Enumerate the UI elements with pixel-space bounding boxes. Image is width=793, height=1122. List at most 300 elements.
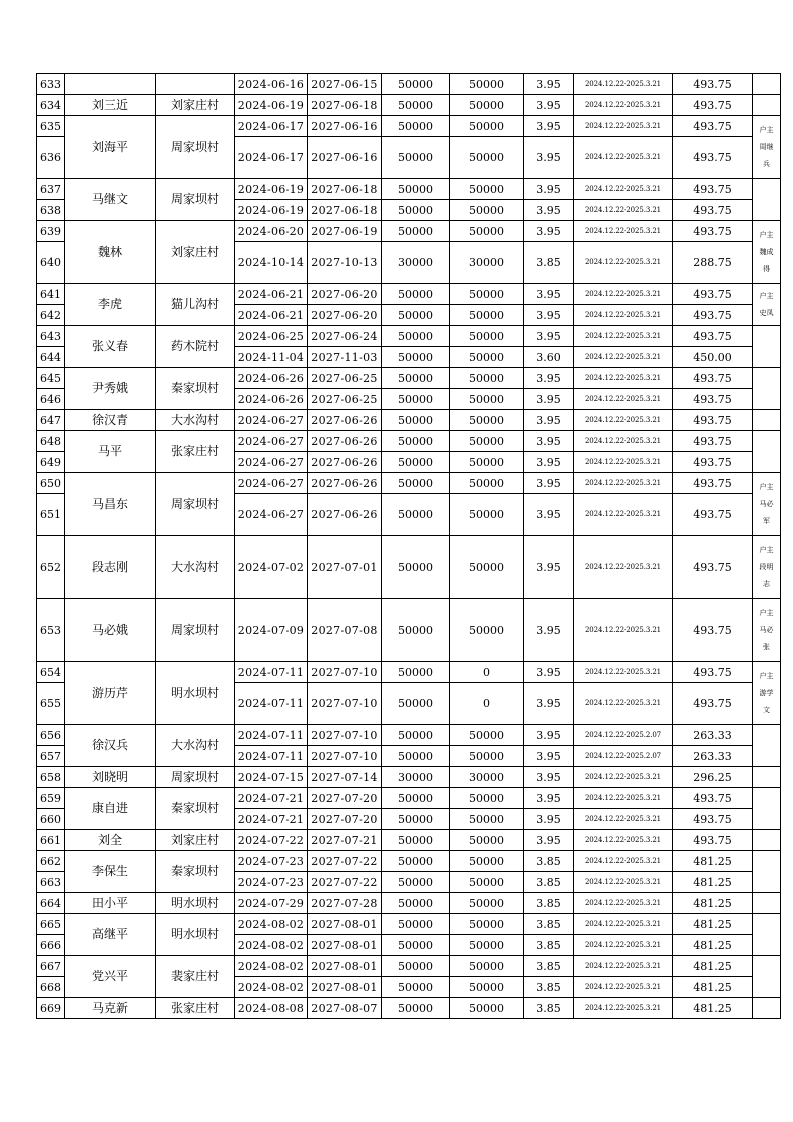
table-row xyxy=(37,74,781,95)
loan-balance: 50000 xyxy=(450,893,524,914)
remark-line: 游学 xyxy=(759,688,774,697)
remark-line: 户主 xyxy=(759,545,774,554)
loan-amount: 50000 xyxy=(382,977,450,998)
loan-amount: 50000 xyxy=(382,137,450,179)
interest-rate: 3.95 xyxy=(524,116,574,137)
loan-balance: 50000 xyxy=(450,410,524,431)
borrower-name: 张义春 xyxy=(65,326,156,368)
interest-amount: 493.75 xyxy=(673,431,753,452)
village-name: 裴家庄村 xyxy=(156,956,235,998)
table-row xyxy=(37,410,781,431)
interest-rate: 3.95 xyxy=(524,74,574,95)
interest-amount: 493.75 xyxy=(673,221,753,242)
borrower-name: 刘晓明 xyxy=(65,767,156,788)
remark-cell xyxy=(753,788,781,830)
interest-period: 2024.12.22-2025.3.21 xyxy=(574,221,673,242)
loan-amount: 50000 xyxy=(382,347,450,368)
borrower-name: 刘海平 xyxy=(65,116,156,179)
remark-cell xyxy=(753,74,781,95)
loan-start-date: 2024-07-11 xyxy=(235,662,308,683)
borrower-name: 刘全 xyxy=(65,830,156,851)
remark-line: 户主 xyxy=(759,230,774,239)
village-name xyxy=(156,74,235,95)
village-name: 周家坝村 xyxy=(156,599,235,662)
row-number: 669 xyxy=(37,998,65,1019)
loan-start-date: 2024-07-15 xyxy=(235,767,308,788)
loan-amount: 50000 xyxy=(382,851,450,872)
interest-rate: 3.85 xyxy=(524,935,574,956)
interest-period: 2024.12.22-2025.2.07 xyxy=(574,746,673,767)
row-number: 653 xyxy=(37,599,65,662)
loan-end-date: 2027-10-13 xyxy=(308,242,382,284)
loan-amount: 50000 xyxy=(382,389,450,410)
interest-amount: 493.75 xyxy=(673,179,753,200)
loan-start-date: 2024-06-27 xyxy=(235,410,308,431)
row-number: 651 xyxy=(37,494,65,536)
interest-amount: 493.75 xyxy=(673,494,753,536)
loan-amount: 50000 xyxy=(382,956,450,977)
interest-amount: 263.33 xyxy=(673,746,753,767)
row-number: 635 xyxy=(37,116,65,137)
interest-rate: 3.85 xyxy=(524,851,574,872)
loan-start-date: 2024-06-19 xyxy=(235,179,308,200)
interest-amount: 493.75 xyxy=(673,536,753,599)
loan-start-date: 2024-06-21 xyxy=(235,284,308,305)
borrower-name: 尹秀娥 xyxy=(65,368,156,410)
loan-amount: 50000 xyxy=(382,431,450,452)
loan-balance: 50000 xyxy=(450,956,524,977)
loan-amount: 50000 xyxy=(382,200,450,221)
borrower-name: 田小平 xyxy=(65,893,156,914)
loan-end-date: 2027-06-20 xyxy=(308,284,382,305)
remark-cell xyxy=(753,998,781,1019)
loan-amount: 30000 xyxy=(382,242,450,284)
loan-amount: 50000 xyxy=(382,746,450,767)
loan-start-date: 2024-06-19 xyxy=(235,200,308,221)
table-row xyxy=(37,284,781,305)
row-number: 640 xyxy=(37,242,65,284)
remark-cell xyxy=(753,914,781,956)
table-row xyxy=(37,914,781,935)
interest-rate: 3.95 xyxy=(524,662,574,683)
loan-balance: 30000 xyxy=(450,242,524,284)
remark-cell xyxy=(753,893,781,914)
loan-end-date: 2027-06-26 xyxy=(308,473,382,494)
interest-rate: 3.95 xyxy=(524,809,574,830)
interest-amount: 296.25 xyxy=(673,767,753,788)
interest-period: 2024.12.22-2025.2.07 xyxy=(574,725,673,746)
remark-cell xyxy=(753,473,781,536)
interest-amount: 493.75 xyxy=(673,662,753,683)
village-name: 明水坝村 xyxy=(156,662,235,725)
interest-amount: 493.75 xyxy=(673,305,753,326)
interest-period: 2024.12.22-2025.3.21 xyxy=(574,326,673,347)
interest-rate: 3.95 xyxy=(524,683,574,725)
row-number: 638 xyxy=(37,200,65,221)
loan-end-date: 2027-06-18 xyxy=(308,95,382,116)
interest-period: 2024.12.22-2025.3.21 xyxy=(574,410,673,431)
loan-table-body xyxy=(37,74,781,1019)
loan-start-date: 2024-06-26 xyxy=(235,389,308,410)
loan-balance: 50000 xyxy=(450,998,524,1019)
loan-balance: 50000 xyxy=(450,788,524,809)
interest-rate: 3.95 xyxy=(524,179,574,200)
loan-start-date: 2024-08-02 xyxy=(235,977,308,998)
row-number: 666 xyxy=(37,935,65,956)
loan-amount: 50000 xyxy=(382,662,450,683)
loan-end-date: 2027-07-10 xyxy=(308,725,382,746)
loan-start-date: 2024-07-29 xyxy=(235,893,308,914)
loan-amount: 50000 xyxy=(382,809,450,830)
loan-start-date: 2024-06-16 xyxy=(235,74,308,95)
interest-period: 2024.12.22-2025.3.21 xyxy=(574,347,673,368)
interest-rate: 3.85 xyxy=(524,242,574,284)
row-number: 647 xyxy=(37,410,65,431)
loan-end-date: 2027-06-15 xyxy=(308,74,382,95)
table-row xyxy=(37,179,781,200)
village-name: 周家坝村 xyxy=(156,116,235,179)
loan-start-date: 2024-06-21 xyxy=(235,305,308,326)
interest-period: 2024.12.22-2025.3.21 xyxy=(574,452,673,473)
loan-start-date: 2024-06-17 xyxy=(235,137,308,179)
table-row xyxy=(37,830,781,851)
loan-end-date: 2027-07-14 xyxy=(308,767,382,788)
loan-end-date: 2027-07-10 xyxy=(308,683,382,725)
loan-end-date: 2027-06-24 xyxy=(308,326,382,347)
interest-amount: 481.25 xyxy=(673,998,753,1019)
row-number: 639 xyxy=(37,221,65,242)
loan-end-date: 2027-06-26 xyxy=(308,410,382,431)
loan-balance: 50000 xyxy=(450,284,524,305)
village-name: 猫儿沟村 xyxy=(156,284,235,326)
loan-amount: 50000 xyxy=(382,830,450,851)
loan-balance: 50000 xyxy=(450,914,524,935)
loan-balance: 50000 xyxy=(450,326,524,347)
remark-cell xyxy=(753,326,781,368)
loan-start-date: 2024-06-26 xyxy=(235,368,308,389)
loan-end-date: 2027-08-01 xyxy=(308,956,382,977)
interest-rate: 3.95 xyxy=(524,389,574,410)
loan-start-date: 2024-11-04 xyxy=(235,347,308,368)
loan-end-date: 2027-08-07 xyxy=(308,998,382,1019)
remark-cell xyxy=(753,221,781,284)
loan-amount: 50000 xyxy=(382,788,450,809)
loan-start-date: 2024-07-21 xyxy=(235,788,308,809)
interest-period: 2024.12.22-2025.3.21 xyxy=(574,284,673,305)
loan-balance: 50000 xyxy=(450,536,524,599)
row-number: 661 xyxy=(37,830,65,851)
remark-cell xyxy=(753,95,781,116)
borrower-name: 高继平 xyxy=(65,914,156,956)
loan-start-date: 2024-07-11 xyxy=(235,746,308,767)
loan-end-date: 2027-07-10 xyxy=(308,662,382,683)
interest-rate: 3.95 xyxy=(524,326,574,347)
loan-amount: 50000 xyxy=(382,599,450,662)
loan-start-date: 2024-10-14 xyxy=(235,242,308,284)
loan-end-date: 2027-08-01 xyxy=(308,977,382,998)
remark-cell xyxy=(753,830,781,851)
loan-balance: 50000 xyxy=(450,200,524,221)
village-name: 大水沟村 xyxy=(156,410,235,431)
interest-amount: 481.25 xyxy=(673,914,753,935)
interest-amount: 493.75 xyxy=(673,473,753,494)
loan-balance: 50000 xyxy=(450,746,524,767)
borrower-name: 马克新 xyxy=(65,998,156,1019)
interest-rate: 3.95 xyxy=(524,200,574,221)
row-number: 668 xyxy=(37,977,65,998)
remark-line: 段明 xyxy=(759,562,774,571)
interest-period: 2024.12.22-2025.3.21 xyxy=(574,536,673,599)
row-number: 652 xyxy=(37,536,65,599)
borrower-name: 游历芹 xyxy=(65,662,156,725)
loan-balance: 50000 xyxy=(450,137,524,179)
remark-line: 得 xyxy=(763,264,770,273)
loan-amount: 50000 xyxy=(382,410,450,431)
table-row xyxy=(37,767,781,788)
village-name: 周家坝村 xyxy=(156,179,235,221)
loan-end-date: 2027-06-18 xyxy=(308,200,382,221)
row-number: 657 xyxy=(37,746,65,767)
loan-amount: 50000 xyxy=(382,536,450,599)
interest-amount: 493.75 xyxy=(673,116,753,137)
loan-start-date: 2024-06-17 xyxy=(235,116,308,137)
loan-balance: 50000 xyxy=(450,74,524,95)
table-row xyxy=(37,326,781,347)
loan-end-date: 2027-07-28 xyxy=(308,893,382,914)
borrower-name: 段志刚 xyxy=(65,536,156,599)
loan-end-date: 2027-06-25 xyxy=(308,368,382,389)
loan-balance: 50000 xyxy=(450,872,524,893)
interest-amount: 493.75 xyxy=(673,410,753,431)
loan-balance: 50000 xyxy=(450,851,524,872)
interest-amount: 493.75 xyxy=(673,95,753,116)
interest-rate: 3.95 xyxy=(524,284,574,305)
table-row xyxy=(37,473,781,494)
loan-end-date: 2027-08-01 xyxy=(308,935,382,956)
remark-line: 周继 xyxy=(759,142,774,151)
remark-cell xyxy=(753,284,781,326)
loan-start-date: 2024-07-23 xyxy=(235,851,308,872)
remark-line: 魏成 xyxy=(759,247,774,256)
loan-amount: 50000 xyxy=(382,683,450,725)
loan-amount: 50000 xyxy=(382,935,450,956)
borrower-name: 李保生 xyxy=(65,851,156,893)
loan-balance: 50000 xyxy=(450,221,524,242)
interest-rate: 3.95 xyxy=(524,788,574,809)
loan-start-date: 2024-08-02 xyxy=(235,956,308,977)
table-row xyxy=(37,116,781,137)
village-name: 大水沟村 xyxy=(156,536,235,599)
loan-amount: 50000 xyxy=(382,872,450,893)
interest-period: 2024.12.22-2025.3.21 xyxy=(574,767,673,788)
interest-amount: 493.75 xyxy=(673,788,753,809)
row-number: 660 xyxy=(37,809,65,830)
remark-cell xyxy=(753,725,781,767)
loan-end-date: 2027-07-21 xyxy=(308,830,382,851)
interest-amount: 493.75 xyxy=(673,74,753,95)
loan-balance: 50000 xyxy=(450,725,524,746)
loan-end-date: 2027-07-20 xyxy=(308,788,382,809)
interest-amount: 493.75 xyxy=(673,326,753,347)
remark-line: 史凤 xyxy=(759,308,774,317)
loan-amount: 50000 xyxy=(382,74,450,95)
remark-line: 马必 xyxy=(759,625,774,634)
remark-line: 文 xyxy=(763,705,770,714)
interest-rate: 3.95 xyxy=(524,746,574,767)
row-number: 665 xyxy=(37,914,65,935)
interest-period: 2024.12.22-2025.3.21 xyxy=(574,683,673,725)
loan-amount: 50000 xyxy=(382,305,450,326)
table-row xyxy=(37,788,781,809)
interest-period: 2024.12.22-2025.3.21 xyxy=(574,998,673,1019)
loan-amount: 50000 xyxy=(382,893,450,914)
loan-start-date: 2024-07-21 xyxy=(235,809,308,830)
interest-amount: 493.75 xyxy=(673,452,753,473)
loan-amount: 50000 xyxy=(382,179,450,200)
row-number: 636 xyxy=(37,137,65,179)
interest-period: 2024.12.22-2025.3.21 xyxy=(574,956,673,977)
remark-line: 兵 xyxy=(763,159,770,168)
village-name: 秦家坝村 xyxy=(156,788,235,830)
village-name: 秦家坝村 xyxy=(156,368,235,410)
borrower-name xyxy=(65,74,156,95)
interest-period: 2024.12.22-2025.3.21 xyxy=(574,137,673,179)
interest-period: 2024.12.22-2025.3.21 xyxy=(574,977,673,998)
loan-start-date: 2024-07-11 xyxy=(235,725,308,746)
borrower-name: 徐汉青 xyxy=(65,410,156,431)
loan-end-date: 2027-06-26 xyxy=(308,494,382,536)
interest-rate: 3.95 xyxy=(524,452,574,473)
borrower-name: 康自进 xyxy=(65,788,156,830)
loan-start-date: 2024-06-27 xyxy=(235,452,308,473)
interest-period: 2024.12.22-2025.3.21 xyxy=(574,431,673,452)
loan-balance: 0 xyxy=(450,662,524,683)
interest-rate: 3.95 xyxy=(524,536,574,599)
loan-amount: 50000 xyxy=(382,368,450,389)
loan-balance: 50000 xyxy=(450,494,524,536)
interest-amount: 481.25 xyxy=(673,872,753,893)
loan-table xyxy=(36,73,781,1019)
village-name: 刘家庄村 xyxy=(156,830,235,851)
loan-balance: 30000 xyxy=(450,767,524,788)
interest-amount: 493.75 xyxy=(673,830,753,851)
borrower-name: 马平 xyxy=(65,431,156,473)
loan-amount: 50000 xyxy=(382,116,450,137)
row-number: 642 xyxy=(37,305,65,326)
loan-balance: 50000 xyxy=(450,830,524,851)
interest-period: 2024.12.22-2025.3.21 xyxy=(574,830,673,851)
loan-end-date: 2027-07-08 xyxy=(308,599,382,662)
interest-amount: 450.00 xyxy=(673,347,753,368)
village-name: 张家庄村 xyxy=(156,431,235,473)
borrower-name: 魏林 xyxy=(65,221,156,284)
loan-start-date: 2024-08-08 xyxy=(235,998,308,1019)
row-number: 667 xyxy=(37,956,65,977)
loan-balance: 50000 xyxy=(450,977,524,998)
interest-rate: 3.85 xyxy=(524,956,574,977)
loan-end-date: 2027-07-01 xyxy=(308,536,382,599)
loan-balance: 0 xyxy=(450,683,524,725)
interest-amount: 493.75 xyxy=(673,809,753,830)
interest-amount: 481.25 xyxy=(673,851,753,872)
interest-period: 2024.12.22-2025.3.21 xyxy=(574,494,673,536)
loan-start-date: 2024-07-09 xyxy=(235,599,308,662)
borrower-name: 马昌东 xyxy=(65,473,156,536)
row-number: 663 xyxy=(37,872,65,893)
loan-balance: 50000 xyxy=(450,599,524,662)
interest-period: 2024.12.22-2025.3.21 xyxy=(574,599,673,662)
loan-start-date: 2024-06-25 xyxy=(235,326,308,347)
row-number: 649 xyxy=(37,452,65,473)
interest-rate: 3.85 xyxy=(524,872,574,893)
loan-end-date: 2027-07-20 xyxy=(308,809,382,830)
loan-balance: 50000 xyxy=(450,95,524,116)
interest-rate: 3.85 xyxy=(524,914,574,935)
village-name: 刘家庄村 xyxy=(156,95,235,116)
remark-line: 户主 xyxy=(759,482,774,491)
row-number: 634 xyxy=(37,95,65,116)
loan-start-date: 2024-06-27 xyxy=(235,494,308,536)
interest-period: 2024.12.22-2025.3.21 xyxy=(574,851,673,872)
loan-amount: 50000 xyxy=(382,473,450,494)
village-name: 明水坝村 xyxy=(156,914,235,956)
interest-period: 2024.12.22-2025.3.21 xyxy=(574,74,673,95)
remark-line: 户主 xyxy=(759,608,774,617)
row-number: 643 xyxy=(37,326,65,347)
interest-rate: 3.95 xyxy=(524,473,574,494)
loan-balance: 50000 xyxy=(450,473,524,494)
row-number: 637 xyxy=(37,179,65,200)
interest-period: 2024.12.22-2025.3.21 xyxy=(574,872,673,893)
borrower-name: 徐汉兵 xyxy=(65,725,156,767)
remark-cell xyxy=(753,662,781,725)
loan-end-date: 2027-11-03 xyxy=(308,347,382,368)
interest-rate: 3.95 xyxy=(524,599,574,662)
table-row xyxy=(37,368,781,389)
row-number: 645 xyxy=(37,368,65,389)
loan-start-date: 2024-06-27 xyxy=(235,473,308,494)
table-row xyxy=(37,662,781,683)
interest-amount: 481.25 xyxy=(673,956,753,977)
loan-start-date: 2024-06-19 xyxy=(235,95,308,116)
borrower-name: 马继文 xyxy=(65,179,156,221)
row-number: 655 xyxy=(37,683,65,725)
borrower-name: 刘三近 xyxy=(65,95,156,116)
interest-period: 2024.12.22-2025.3.21 xyxy=(574,242,673,284)
row-number: 658 xyxy=(37,767,65,788)
remark-cell xyxy=(753,410,781,431)
village-name: 大水沟村 xyxy=(156,725,235,767)
loan-balance: 50000 xyxy=(450,116,524,137)
loan-amount: 50000 xyxy=(382,998,450,1019)
interest-rate: 3.95 xyxy=(524,830,574,851)
interest-rate: 3.95 xyxy=(524,137,574,179)
interest-amount: 493.75 xyxy=(673,200,753,221)
loan-balance: 50000 xyxy=(450,935,524,956)
remark-line: 张 xyxy=(763,642,770,651)
remark-line: 军 xyxy=(763,516,770,525)
table-row xyxy=(37,956,781,977)
row-number: 641 xyxy=(37,284,65,305)
loan-end-date: 2027-07-22 xyxy=(308,851,382,872)
loan-start-date: 2024-07-11 xyxy=(235,683,308,725)
borrower-name: 党兴平 xyxy=(65,956,156,998)
interest-amount: 493.75 xyxy=(673,683,753,725)
loan-start-date: 2024-07-02 xyxy=(235,536,308,599)
row-number: 644 xyxy=(37,347,65,368)
loan-amount: 50000 xyxy=(382,452,450,473)
interest-period: 2024.12.22-2025.3.21 xyxy=(574,389,673,410)
